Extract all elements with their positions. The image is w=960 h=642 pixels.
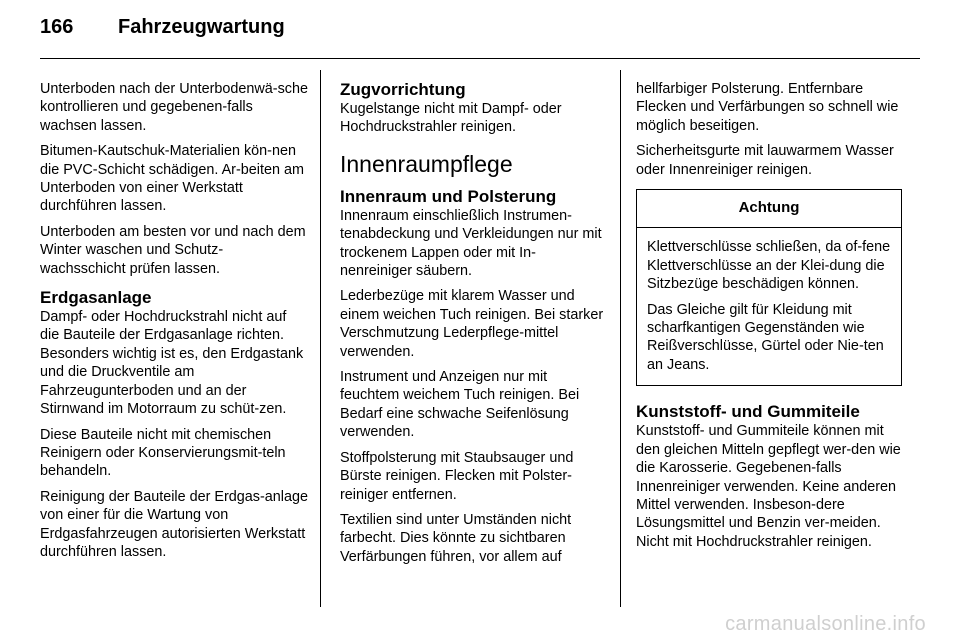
page-header [40,16,285,39]
page-number: 166 [40,16,74,38]
paragraph: hellfarbiger Polsterung. Entfernbare Flecken und Verfärbungen so schnell wie möglich beseitigen. [636,81,899,134]
paragraph: Diese Bauteile nicht mit chemischen Reinigern oder Konservierungsmit-teln behandeln. [40,426,286,480]
page-title: Fahrzeugwartung [118,16,285,38]
paragraph: Kugelstange nicht mit Dampf- oder Hochdruckstrahler reinigen. [340,101,562,136]
paragraph: Kunststoff- und Gummiteile können mit den gleichen Mitteln gepflegt wer-den wie die Karosserie. Gegebenen-falls Innenreiniger verwenden. Keine anderen Mittel verwenden. Insbeson-dere Lösungsmittel und Benzin ver-meiden. Nicht mit Hochdruckstrahler reinigen. [636,423,901,550]
warning-body [637,228,901,385]
paragraph: Reinigung der Bauteile der Erdgas-anlage von einer für die Wartung von Erdgasfahrzeugen autorisierten Werkstatt durchführen lassen. [40,488,309,560]
chapter-heading-innenraumpflege: Innenraumpflege [340,150,513,177]
paragraph: Sicherheitsgurte mit lauwarmem Wasser oder Innenreiniger reinigen. [636,143,894,178]
column-3 [636,80,902,558]
paragraph: Stoffpolsterung mit Staubsauger und Bürste reinigen. Flecken mit Polster-reiniger entfernen. [340,449,574,503]
section-heading-zugvorrichtung: Zugvorrichtung [340,80,466,99]
column-2 [340,80,606,573]
section-heading-innenraum-polsterung: Innenraum und Polsterung [340,186,557,206]
section-heading-kunststoff: Kunststoff- und Gummiteile [636,402,860,422]
column-divider-1 [320,70,321,607]
header-rule [40,58,920,59]
paragraph: Instrument und Anzeigen nur mit feuchtem weichem Tuch reinigen. Bei Bedarf eine schwache Seifenlösung verwenden. [340,369,580,441]
paragraph: Unterboden am besten vor und nach dem Winter waschen und Schutz-wachsschicht prüfen lassen. [40,223,306,277]
paragraph: Bitumen-Kautschuk-Materialien kön-nen die PVC-Schicht schädigen. Ar-beiten am Unterboden von einer Werkstatt durchführen lassen. [40,143,304,215]
paragraph: Unterboden nach der Unterbodenwä-sche kontrollieren und gegebenen-falls wachsen lassen. [40,81,308,134]
column-divider-2 [620,70,621,607]
watermark: carmanualsonline.info [725,613,926,635]
paragraph: Klettverschlüsse schließen, da of-fene Klettverschlüsse an der Klei-dung die Sitzbezüge beschädigen können. [647,239,891,293]
warning-title: Achtung [637,190,901,228]
paragraph: Lederbezüge mit klarem Wasser und einem weichen Tuch reinigen. Bei starker Verschmutzung Lederpflege-mittel verwenden. [340,288,604,360]
paragraph: Das Gleiche gilt für Kleidung mit scharfkantigen Gegenständen wie Reißverschlüsse, Gürtel oder Nie-ten an Jeans. [647,301,884,373]
warning-box [636,189,902,386]
column-1 [40,80,308,568]
paragraph: Dampf- oder Hochdruckstrahl nicht auf die Bauteile der Erdgasanlage richten. Besonders wichtig ist es, den Erdgastank und die Druckventile am Fahrzeugunterboden und an der Stirnwand im Motorraum zu schüt-zen. [40,309,304,418]
paragraph: Textilien sind unter Umständen nicht farbecht. Dies könnte zu sichtbaren Verfärbungen führen, vor allem auf [340,511,572,565]
section-heading-erdgasanlage: Erdgasanlage [40,288,152,308]
paragraph: Innenraum einschließlich Instrumen-tenabdeckung und Verkleidungen nur mit trockenem Lappen oder mit In-nenreiniger säubern. [340,207,602,280]
